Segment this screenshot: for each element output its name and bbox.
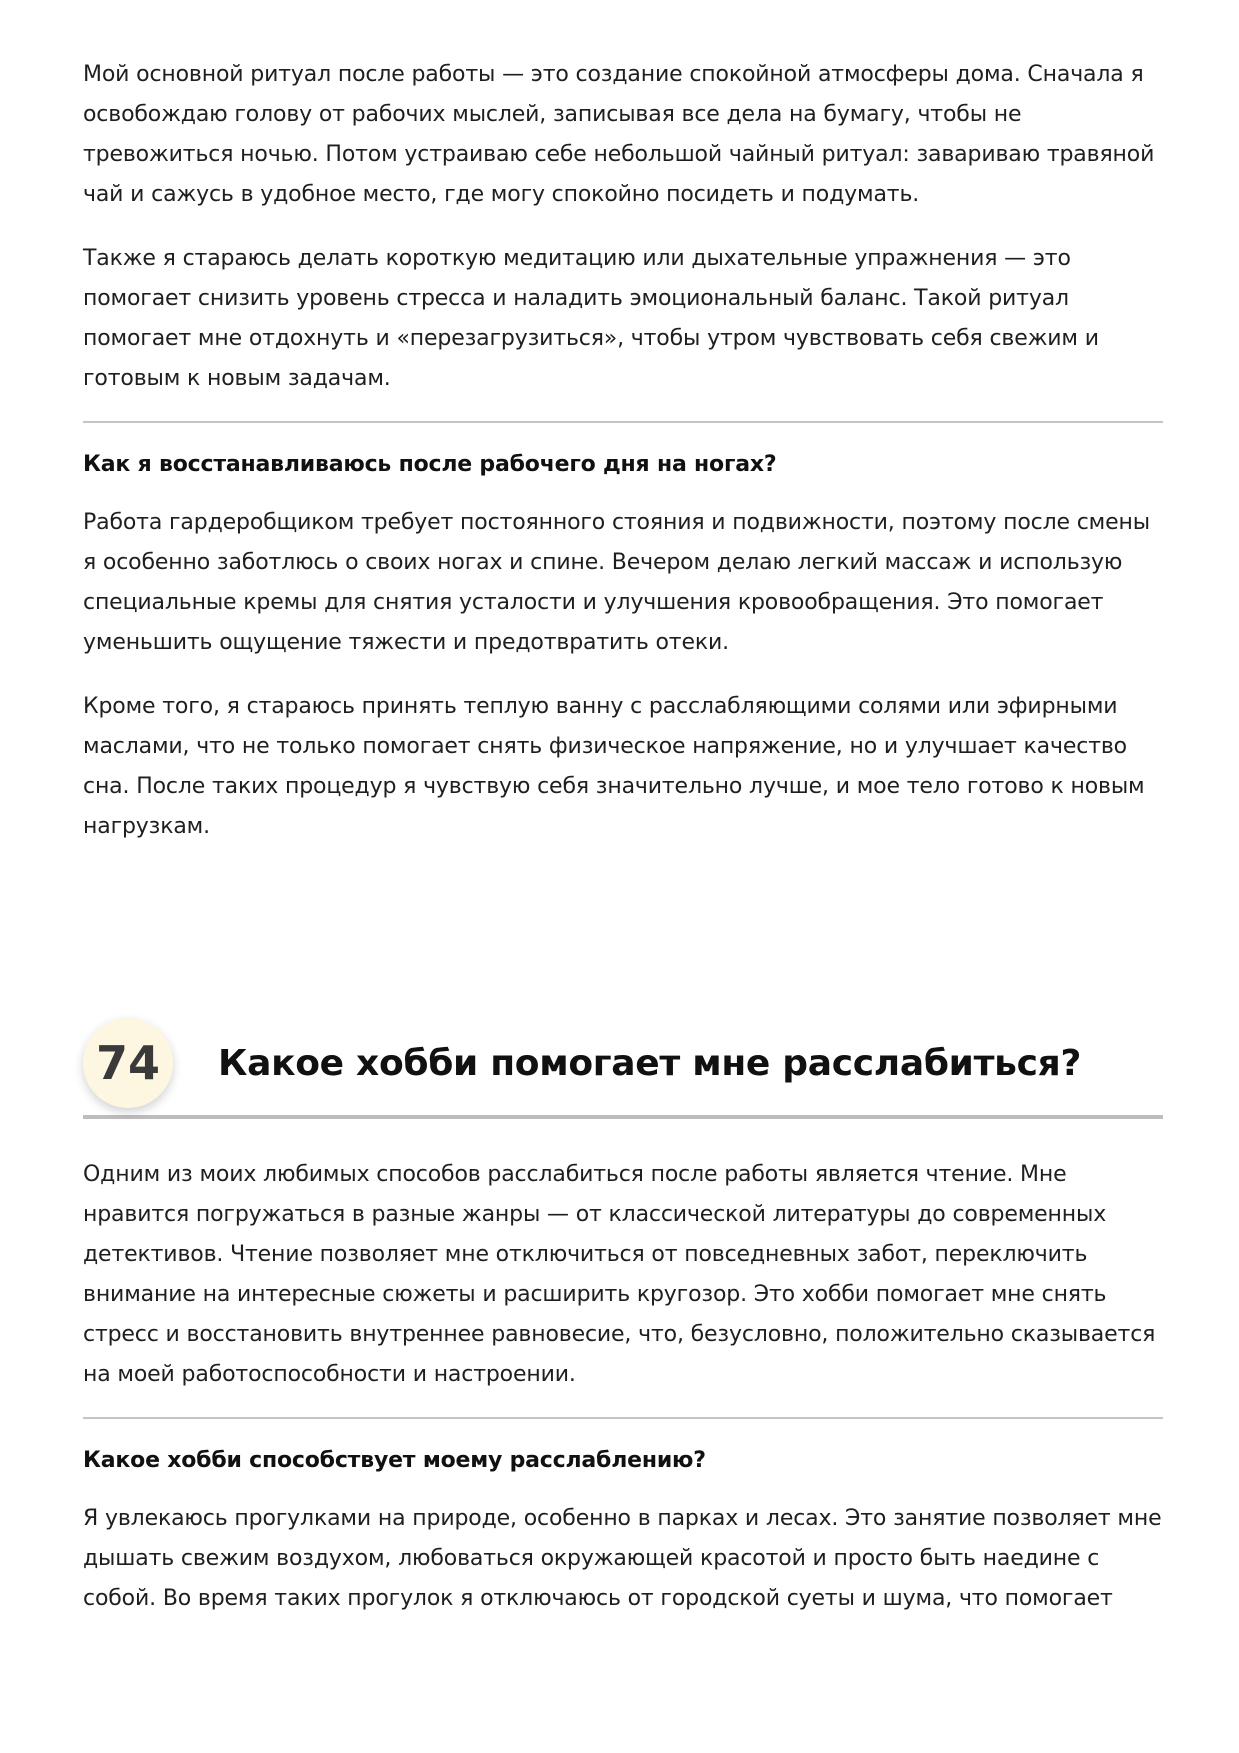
paragraph: Одним из моих любимых способов расслабиться после работы является чтение. Мне нравится погружаться в разные жанры — от классической литературы до современных детективов. Чтение позволяет мне отключиться от повседневных забот, переключить внимание на интересные сюжеты и расширить кругозор. Это хобби помогает мне снять стресс и восстановить внутреннее равновесие, что, безусловно, положительно сказывается на моей работоспособности и настроении. <box>83 1162 1156 1387</box>
spacer <box>83 215 1163 239</box>
chapter-number-badge: 74 <box>83 1018 173 1108</box>
spacer <box>83 399 1163 421</box>
spacer <box>83 847 1163 1011</box>
document-page <box>83 55 1163 1619</box>
paragraph: Также я стараюсь делать короткую медитацию или дыхательные упражнения — это помогает снизить уровень стресса и наладить эмоциональный баланс. Такой ритуал помогает мне отдохнуть и «перезагрузиться», чтобы утром чувствовать себя свежим и готовым к новым задачам. <box>83 246 1099 391</box>
chapter-header <box>83 1011 1163 1115</box>
chapter-title: Какое хобби помогает мне расслабиться? <box>218 1042 1082 1084</box>
spacer <box>83 1419 1163 1441</box>
paragraph: Работа гардеробщиком требует постоянного стояния и подвижности, поэтому после смены я особенно заботлюсь о своих ногах и спине. Вечером делаю легкий массаж и использую специальные кремы для снятия усталости и улучшения кровообращения. Это помогает уменьшить ощущение тяжести и предотвратить отеки. <box>83 510 1150 655</box>
spacer <box>83 1481 1163 1499</box>
spacer <box>83 485 1163 503</box>
spacer <box>83 1119 1163 1155</box>
spacer <box>83 423 1163 445</box>
paragraph: Кроме того, я стараюсь принять теплую ванну с расслабляющими солями или эфирными маслами, что не только помогает снять физическое напряжение, но и улучшает качество сна. После таких процедур я чувствую себя значительно лучше, и мое тело готово к новым нагрузкам. <box>83 694 1145 839</box>
spacer <box>83 1395 1163 1417</box>
paragraph: Я увлекаюсь прогулками на природе, особенно в парках и лесах. Это занятие позволяет мне дышать свежим воздухом, любоваться окружающей красотой и просто быть наедине с собой. Во время таких прогулок я отключаюсь от городской суеты и шума, что помогает <box>83 1506 1162 1611</box>
question-heading: Как я восстанавливаюсь после рабочего дня на ногах? <box>83 452 777 477</box>
spacer <box>83 663 1163 687</box>
paragraph: Мой основной ритуал после работы — это создание спокойной атмосферы дома. Сначала я освобождаю голову от рабочих мыслей, записывая все дела на бумагу, чтобы не тревожиться ночью. Потом устраиваю себе небольшой чайный ритуал: завариваю травяной чай и сажусь в удобное место, где могу спокойно посидеть и подумать. <box>83 62 1155 207</box>
question-heading: Какое хобби способствует моему расслаблению? <box>83 1448 706 1473</box>
